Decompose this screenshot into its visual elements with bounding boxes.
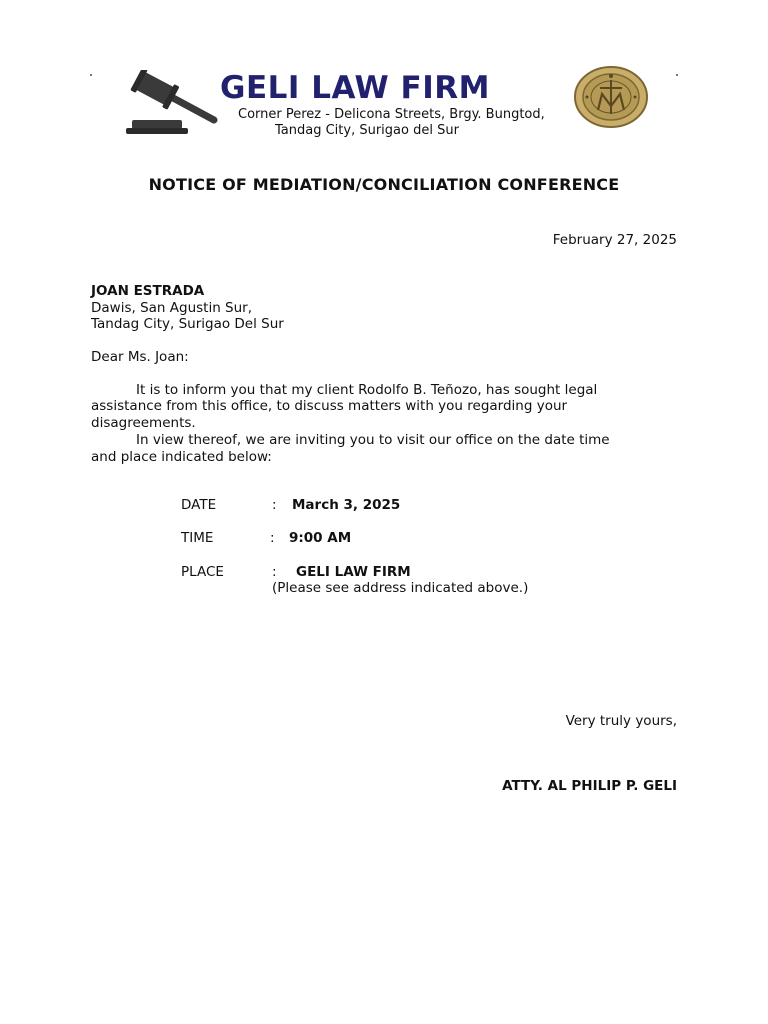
seal-icon bbox=[572, 66, 650, 128]
schedule-date-value: March 3, 2025 bbox=[292, 497, 401, 513]
corner-mark-left bbox=[90, 74, 92, 76]
schedule-place-value: GELI LAW FIRM bbox=[296, 564, 411, 580]
body-p1-line1: It is to inform you that my client Rodolfo B. Teñozo, has sought legal bbox=[136, 382, 598, 398]
firm-address-line1: Corner Perez - Delicona Streets, Brgy. Bungtod, bbox=[238, 107, 545, 122]
schedule-time-label: TIME bbox=[181, 530, 214, 546]
signatory-name: ATTY. AL PHILIP P. GELI bbox=[502, 778, 677, 794]
schedule-place-label: PLACE bbox=[181, 564, 224, 580]
body-p1-line2: assistance from this office, to discuss matters with you regarding your bbox=[91, 398, 568, 414]
corner-mark-right bbox=[676, 74, 678, 76]
body-p2-line2: and place indicated below: bbox=[91, 449, 272, 465]
salutation: Dear Ms. Joan: bbox=[91, 349, 189, 365]
recipient-address-line1: Dawis, San Agustin Sur, bbox=[91, 300, 253, 316]
notice-title: NOTICE OF MEDIATION/CONCILIATION CONFERENCE bbox=[148, 175, 620, 194]
body-p2-line1: In view thereof, we are inviting you to visit our office on the date time bbox=[136, 432, 610, 448]
schedule-time-value: 9:00 AM bbox=[289, 530, 352, 546]
firm-address-line2: Tandag City, Surigao del Sur bbox=[275, 123, 459, 138]
schedule-place-note: (Please see address indicated above.) bbox=[272, 580, 529, 596]
letter-date: February 27, 2025 bbox=[552, 232, 677, 248]
schedule-date-separator: : bbox=[272, 497, 277, 513]
schedule-time-separator: : bbox=[270, 530, 275, 546]
closing: Very truly yours, bbox=[565, 713, 677, 729]
schedule-date-label: DATE bbox=[181, 497, 217, 513]
schedule-place-separator: : bbox=[272, 564, 277, 580]
recipient-address-line2: Tandag City, Surigao Del Sur bbox=[91, 316, 284, 332]
gavel-icon bbox=[124, 70, 220, 136]
body-p1-line3: disagreements. bbox=[91, 415, 196, 431]
firm-name: GELI LAW FIRM bbox=[220, 70, 490, 106]
recipient-name: JOAN ESTRADA bbox=[91, 283, 205, 299]
